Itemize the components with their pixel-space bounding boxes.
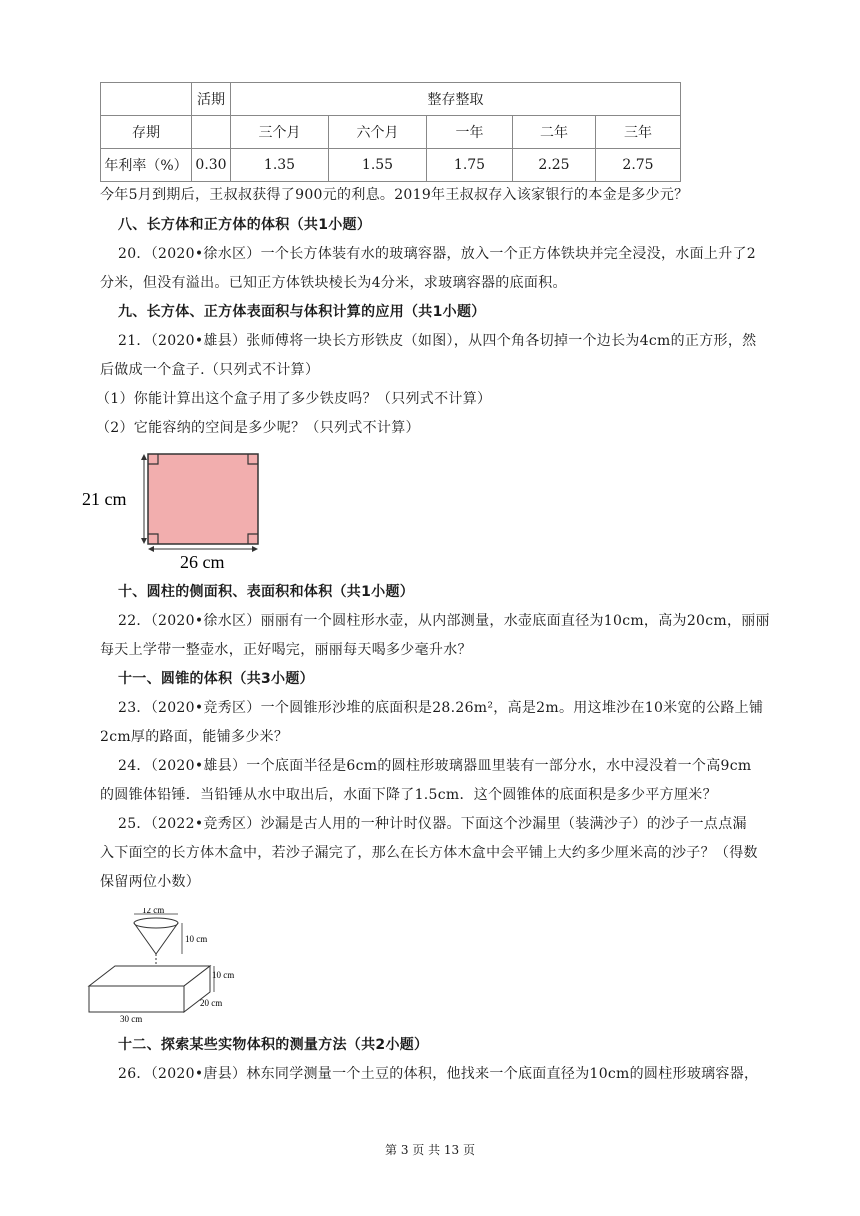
table-cell: 六个月 bbox=[329, 116, 427, 149]
page-footer: 第 3 页 共 13 页 bbox=[385, 1143, 475, 1157]
section-heading: 十二、探索某些实物体积的测量方法（共2小题） bbox=[118, 1037, 429, 1053]
box-front bbox=[89, 986, 184, 1012]
arrow-head bbox=[148, 546, 154, 552]
height-label: 21 cm bbox=[82, 489, 127, 509]
table-cell: 二年 bbox=[513, 116, 596, 149]
table-cell: 三年 bbox=[596, 116, 681, 149]
box-height-label: 10 cm bbox=[212, 970, 235, 980]
rectangle-sheet-figure bbox=[80, 450, 270, 570]
question-text: 25．（2022•竞秀区）沙漏是古人用的一种计时仪器。下面这个沙漏里（装满沙子）的沙子一点点漏 bbox=[118, 816, 747, 832]
sandglass-box-figure bbox=[85, 908, 255, 1026]
table-cell: 0.30 bbox=[192, 149, 231, 182]
table-cell: 1.75 bbox=[427, 149, 513, 182]
question-text: 的圆锥体铅锤．当铅锤从水中取出后，水面下降了1.5cm．这个圆锥体的底面积是多少平方厘米？ bbox=[100, 787, 717, 803]
section-heading: 八、长方体和正方体的体积（共1小题） bbox=[118, 217, 372, 233]
table-cell: 一年 bbox=[427, 116, 513, 149]
question-text: 2cm厚的路面，能铺多少米？ bbox=[100, 729, 289, 745]
question-text: 23．（2020•竞秀区）一个圆锥形沙堆的底面积是28.26m²，高是2m。用这堆沙在10米宽的公路上铺 bbox=[118, 700, 764, 716]
table-row bbox=[101, 83, 681, 116]
table-cell: 1.55 bbox=[329, 149, 427, 182]
cone-height-label: 10 cm bbox=[185, 934, 208, 944]
table-cell bbox=[192, 116, 231, 149]
arrow-head bbox=[141, 454, 147, 460]
question-text: 24．（2020•雄县）一个底面半径是6cm的圆柱形玻璃器皿里装有一部分水，水中浸没着一个高9cm bbox=[118, 758, 752, 774]
table-cell bbox=[101, 83, 192, 116]
table-cell: 1.35 bbox=[231, 149, 329, 182]
question-text: 后做成一个盒子.（只列式不计算） bbox=[100, 362, 320, 378]
table-cell: 整存整取 bbox=[231, 83, 681, 116]
section-heading: 十、圆柱的侧面积、表面积和体积（共1小题） bbox=[118, 584, 415, 600]
question-text: 26．（2020•唐县）林东同学测量一个土豆的体积，他找来一个底面直径为10cm的圆柱形玻璃容器， bbox=[118, 1066, 759, 1082]
section-heading: 十一、圆锥的体积（共3小题） bbox=[118, 671, 314, 687]
table-row bbox=[101, 149, 681, 182]
arrow-head bbox=[141, 538, 147, 544]
question-text: 22．（2020•徐水区）丽丽有一个圆柱形水壶，从内部测量，水壶底面直径为10cm，高为20cm，丽丽 bbox=[118, 613, 770, 629]
question-text: 保留两位小数） bbox=[100, 874, 201, 890]
question-text: 入下面空的长方体木盒中，若沙子漏完了，那么在长方体木盒中会平铺上大约多少厘米高的沙子？（得数 bbox=[100, 845, 758, 861]
question-text: 21．（2020•雄县）张师傅将一块长方形铁皮（如图），从四个角各切掉一个边长为4cm的正方形，然 bbox=[118, 333, 757, 349]
question-text: 每天上学带一整壶水，正好喝完，丽丽每天喝多少毫升水？ bbox=[100, 642, 472, 658]
table-cell: 三个月 bbox=[231, 116, 329, 149]
arrow-head bbox=[252, 546, 258, 552]
cone-diameter-label: 12 cm bbox=[142, 908, 165, 915]
question-text: 20．（2020•徐水区）一个长方体装有水的玻璃容器，放入一个正方体铁块并完全浸没，水面上升了2 bbox=[118, 246, 757, 262]
width-label: 26 cm bbox=[180, 552, 225, 570]
table-row bbox=[101, 116, 681, 149]
sheet-rectangle bbox=[148, 454, 258, 544]
table-cell: 2.75 bbox=[596, 149, 681, 182]
table-cell: 活期 bbox=[192, 83, 231, 116]
question-text: 分米，但没有溢出。已知正方体铁块棱长为4分米，求玻璃容器的底面积。 bbox=[100, 275, 567, 291]
table-cell: 存期 bbox=[101, 116, 192, 149]
question-text: （2）它能容纳的空间是多少呢？（只列式不计算） bbox=[96, 420, 420, 436]
interest-rate-table bbox=[100, 82, 681, 182]
box-width-label: 30 cm bbox=[120, 1014, 143, 1024]
cone-top bbox=[134, 918, 178, 928]
question-text: （1）你能计算出这个盒子用了多少铁皮吗？（只列式不计算） bbox=[96, 391, 492, 407]
box-depth-label: 20 cm bbox=[200, 998, 223, 1008]
table-cell: 2.25 bbox=[513, 149, 596, 182]
question-text: 今年5月到期后，王叔叔获得了900元的利息。2019年王叔叔存入该家银行的本金是多少元？ bbox=[100, 187, 689, 203]
table-cell: 年利率（%） bbox=[101, 149, 192, 182]
section-heading: 九、长方体、正方体表面积与体积计算的应用（共1小题） bbox=[118, 304, 486, 320]
